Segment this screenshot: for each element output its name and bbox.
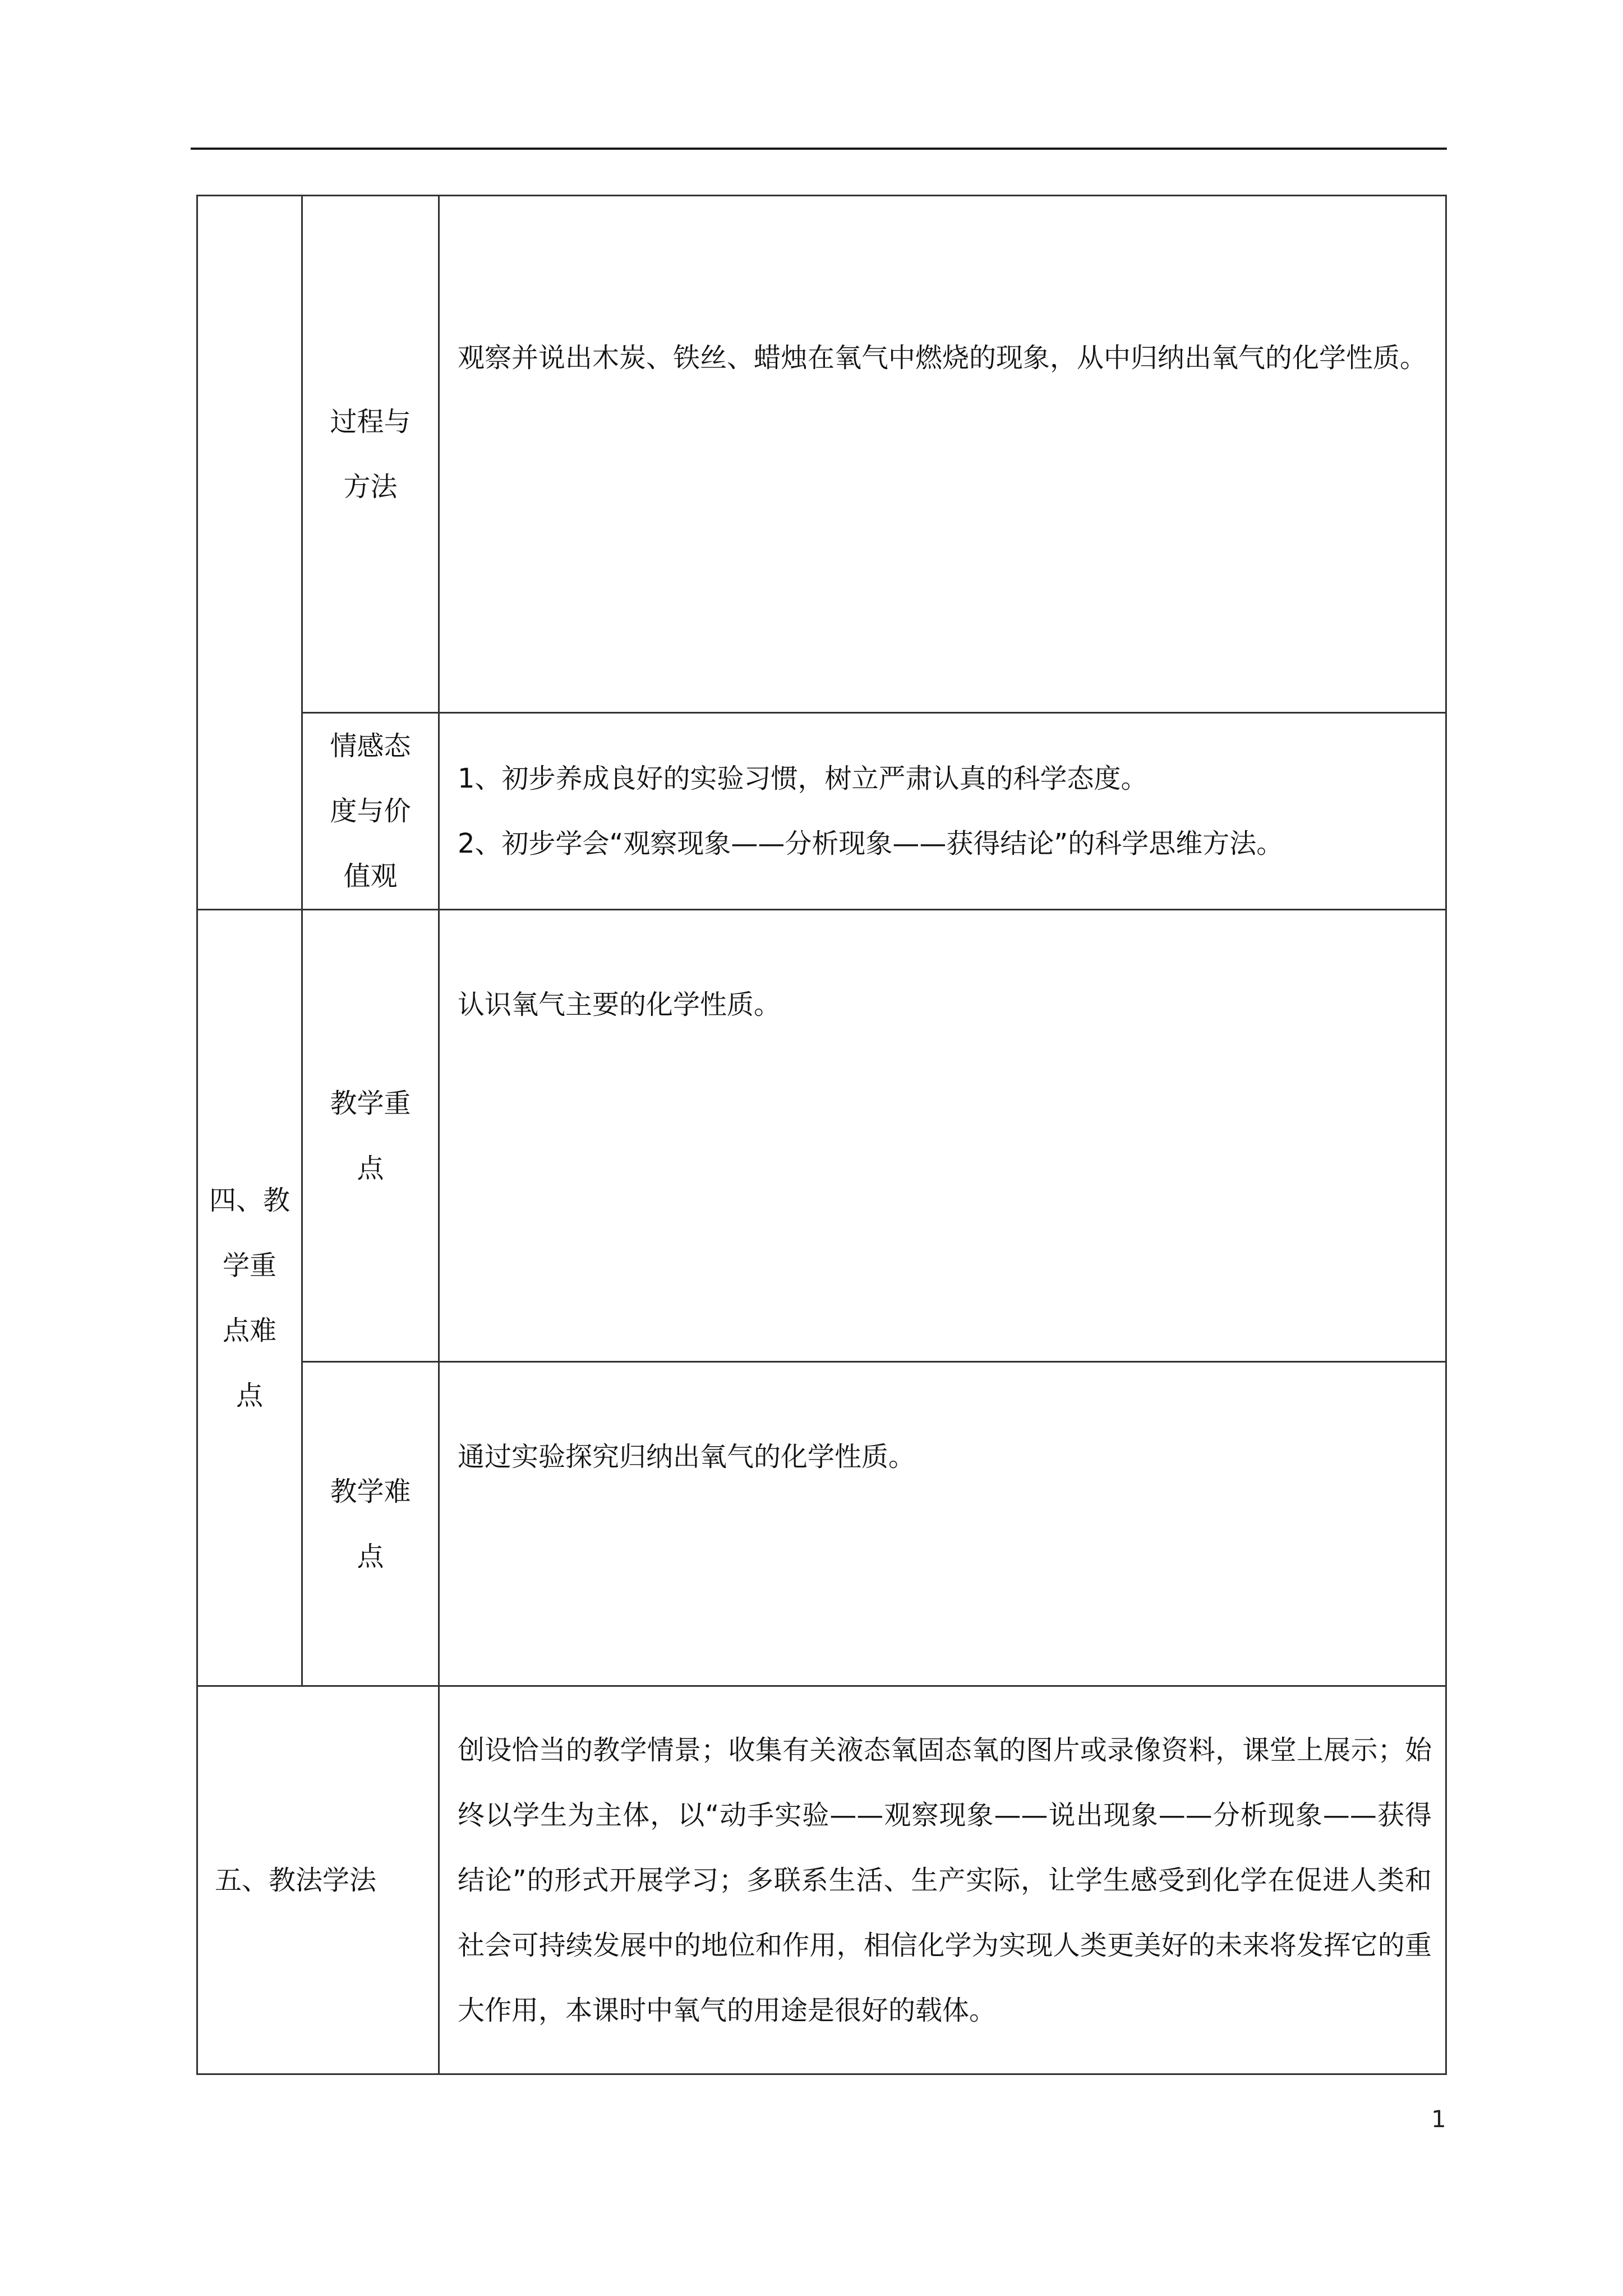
section-five-label: 五、教法学法 <box>215 1864 377 1896</box>
header-rule <box>191 148 1447 150</box>
page-number: 1 <box>1431 2105 1446 2133</box>
emotion-values-label: 情感态 度与价 值观 <box>330 730 411 892</box>
emotion-values-item-1: 1、初步养成良好的实验习惯，树立严肃认真的科学态度。 <box>458 763 1148 794</box>
process-method-content: 观察并说出木炭、铁丝、蜡烛在氧气中燃烧的现象，从中归纳出氧气的化学性质。 <box>458 342 1427 374</box>
section-four-label-cell <box>197 910 302 1686</box>
key-point-content: 认识氧气主要的化学性质。 <box>458 989 781 1020</box>
process-method-label: 过程与 方法 <box>330 406 411 503</box>
table-row-emotion-values <box>197 713 1446 910</box>
emotion-values-label-cell <box>302 713 439 910</box>
difficulty-label-cell <box>302 1362 439 1686</box>
process-method-label-cell <box>302 196 439 713</box>
difficulty-content-cell <box>439 1362 1446 1686</box>
difficulty-label: 教学难 点 <box>330 1475 411 1572</box>
key-point-label-cell <box>302 910 439 1362</box>
section-five-content-cell <box>439 1686 1446 2074</box>
difficulty-content: 通过实验探究归纳出氧气的化学性质。 <box>458 1441 916 1473</box>
section-four-label: 四、教 学重 点难 点 <box>209 1184 290 1411</box>
section-five-label-cell <box>197 1686 439 2074</box>
section-five-content: 创设恰当的教学情景；收集有关液态氧固态氧的图片或录像资料，课堂上展示；始终以学生为主体，以“动手实验——观察现象——说出现象——分析现象——获得结论”的形式开展学习；多联系生活、生产实际，让学生感受到化学在促进人类和社会可持续发展中的地位和作用，相信化学为实现人类更美好的未来将发挥它的重大作用，本课时中氧气的用途是很好的载体。 <box>458 1734 1432 2026</box>
key-point-label: 教学重 点 <box>330 1087 411 1184</box>
key-point-content-cell <box>439 910 1446 1362</box>
lesson-plan-table <box>196 195 1447 2075</box>
emotion-values-item-2: 2、初步学会“观察现象——分析现象——获得结论”的科学思维方法。 <box>458 828 1284 859</box>
process-method-content-cell <box>439 196 1446 713</box>
table-row-key-point <box>197 910 1446 1362</box>
section-three-continued-cell <box>197 196 302 910</box>
table-row-difficulty <box>197 1362 1446 1686</box>
table-row-process-method <box>197 196 1446 713</box>
table-row-teaching-methods <box>197 1686 1446 2074</box>
emotion-values-content-cell <box>439 713 1446 910</box>
